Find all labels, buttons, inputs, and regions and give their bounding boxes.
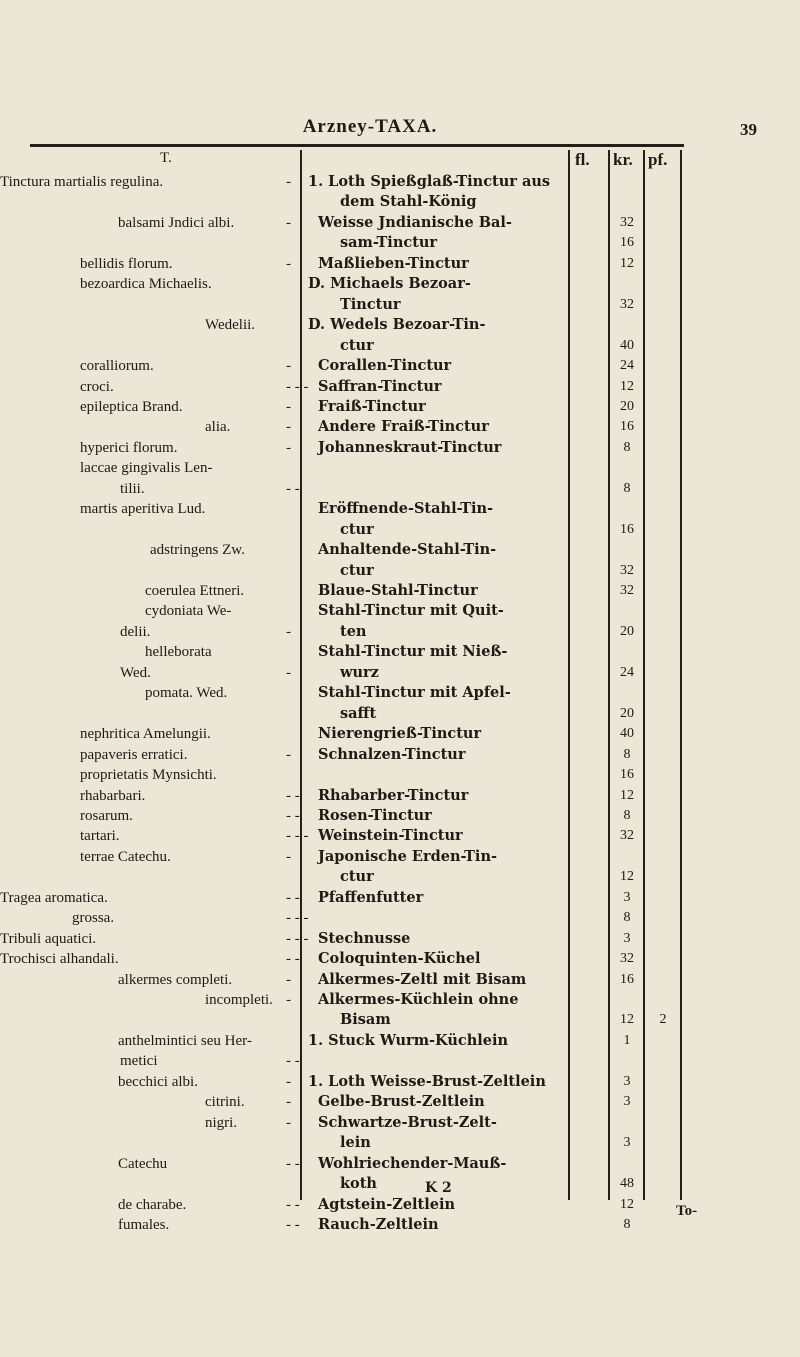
- table-row: [0, 336, 800, 356]
- german-name: Rhabarber-Tinctur: [318, 786, 469, 804]
- german-name: Japonische Erden-Tin-: [318, 847, 497, 865]
- dash-leader: - - -: [286, 930, 309, 947]
- german-name: Alkermes-Zeltl mit Bisam: [318, 970, 527, 988]
- kreuzer-value: 16: [620, 971, 634, 987]
- latin-name: epileptica Brand.: [80, 398, 183, 415]
- table-row: [0, 642, 800, 662]
- dash-leader: -: [286, 1094, 291, 1111]
- dash-leader: -: [286, 664, 291, 681]
- latin-name: nephritica Amelungii.: [80, 726, 211, 743]
- dash-leader: - -: [286, 1196, 300, 1213]
- german-name: ctur: [340, 868, 374, 886]
- latin-name: fumales.: [118, 1216, 170, 1233]
- latin-name: citrini.: [205, 1094, 245, 1111]
- german-name: Stechnusse: [318, 929, 411, 947]
- german-name: Maßlieben-Tinctur: [318, 254, 469, 272]
- german-name: Weinstein-Tinctur: [318, 827, 463, 845]
- latin-name: Tragea aromatica.: [0, 889, 108, 906]
- column-header-florin: fl.: [575, 150, 590, 169]
- german-name: Gelbe-Brust-Zeltlein: [318, 1093, 485, 1111]
- dash-leader: -: [286, 992, 291, 1008]
- german-name: 1. Stuck Wurm-Küchlein: [308, 1031, 509, 1049]
- german-name: ctur: [340, 520, 374, 538]
- kreuzer-value: 8: [623, 439, 631, 455]
- table-row: [0, 561, 800, 581]
- kreuzer-value: 16: [620, 419, 634, 435]
- german-name: Pfaffenfutter: [318, 888, 424, 906]
- table-row: [0, 1092, 800, 1112]
- german-name: lein: [340, 1134, 371, 1152]
- kreuzer-value: 48: [620, 1176, 634, 1192]
- table-row: [0, 786, 800, 806]
- table-row: [0, 704, 800, 724]
- latin-name: tartari.: [80, 828, 120, 845]
- latin-name: Tribuli aquatici.: [0, 930, 97, 947]
- table-row: [0, 1051, 800, 1071]
- table-row: [0, 601, 800, 621]
- german-name: Coloquinten-Küchel: [318, 950, 481, 968]
- table-row: [0, 377, 800, 397]
- latin-name: croci.: [80, 378, 114, 395]
- table-row: [0, 847, 800, 867]
- latin-name: pomata. Wed.: [145, 685, 228, 702]
- latin-name: laccae gingivalis Len-: [80, 460, 213, 477]
- german-name: Alkermes-Küchlein ohne: [318, 991, 519, 1008]
- table-row: [0, 1072, 800, 1092]
- dash-leader: - - -: [286, 378, 309, 395]
- german-name: safft: [340, 704, 377, 722]
- kreuzer-value: 3: [623, 889, 631, 905]
- latin-name: hyperici florum.: [80, 439, 178, 456]
- german-name: koth: [340, 1175, 377, 1193]
- table-row: [0, 949, 800, 969]
- table-row: [0, 213, 800, 233]
- catchword: To-: [676, 1203, 698, 1219]
- table-row: [0, 233, 800, 253]
- table-row: [0, 581, 800, 601]
- latin-name: anthelmintici seu Her-: [118, 1032, 252, 1049]
- latin-name: metici: [120, 1053, 158, 1070]
- latin-name: bellidis florum.: [80, 255, 173, 272]
- dash-leader: -: [286, 1114, 291, 1131]
- dash-leader: - -: [286, 951, 300, 968]
- dash-leader: -: [286, 398, 291, 415]
- latin-name: Wed.: [120, 664, 151, 681]
- kreuzer-value: 3: [623, 1135, 631, 1151]
- table-row: [0, 315, 800, 335]
- german-name: ctur: [340, 336, 374, 354]
- kreuzer-value: 12: [620, 378, 634, 394]
- german-name: Saffran-Tinctur: [318, 377, 442, 395]
- german-name: sam-Tinctur: [340, 234, 438, 252]
- dash-leader: - -: [286, 787, 300, 804]
- kreuzer-value: 32: [620, 214, 634, 230]
- table-row: [0, 745, 800, 765]
- latin-name: alkermes completi.: [118, 971, 233, 988]
- latin-name: coerulea Ettneri.: [145, 583, 245, 599]
- dash-leader: -: [286, 358, 291, 375]
- table-row: [0, 1133, 800, 1153]
- table-row: [0, 254, 800, 274]
- kreuzer-value: 32: [620, 296, 634, 312]
- german-name: Andere Fraiß-Tinctur: [318, 418, 489, 436]
- table-row: [0, 540, 800, 560]
- german-name: Blaue-Stahl-Tinctur: [318, 582, 478, 599]
- german-name: Wohlriechender-Mauß-: [318, 1154, 507, 1172]
- german-name: Agtstein-Zeltlein: [318, 1195, 456, 1213]
- table-row: [0, 172, 800, 192]
- german-name: D. Michaels Bezoar-: [308, 275, 471, 293]
- pfennig-value: 2: [659, 1012, 667, 1028]
- latin-name: grossa.: [72, 910, 115, 927]
- dash-leader: -: [286, 255, 291, 272]
- dash-leader: -: [286, 174, 291, 190]
- latin-name: Tinctura martialis regulina.: [0, 174, 164, 190]
- dash-leader: -: [286, 439, 291, 456]
- latin-name: alia.: [205, 419, 231, 436]
- latin-name: becchici albi.: [118, 1073, 198, 1090]
- kreuzer-value: 12: [620, 869, 634, 885]
- dash-leader: - - -: [286, 828, 309, 845]
- german-name: Schnalzen-Tinctur: [318, 745, 466, 763]
- german-name: Nierengrieß-Tinctur: [318, 725, 482, 743]
- dash-leader: - -: [286, 1053, 300, 1070]
- table-row: [0, 908, 800, 928]
- latin-name: balsami Jndici albi.: [118, 214, 235, 231]
- kreuzer-value: 40: [620, 726, 634, 742]
- latin-name: cydoniata We-: [145, 603, 232, 620]
- kreuzer-value: 16: [620, 521, 634, 537]
- dash-leader: - -: [286, 1216, 300, 1233]
- german-name: Weisse Jndianische Bal-: [318, 213, 512, 231]
- latin-name: adstringens Zw.: [150, 542, 245, 559]
- german-name: ten: [340, 622, 367, 640]
- table-row: [0, 765, 800, 785]
- dash-leader: -: [286, 1073, 291, 1090]
- page-number: 39: [740, 120, 757, 139]
- german-name: Rosen-Tinctur: [318, 806, 432, 824]
- kreuzer-value: 20: [620, 623, 634, 639]
- latin-name: Wedelii.: [205, 317, 256, 334]
- latin-name: terrae Catechu.: [80, 848, 171, 865]
- german-name: 1. Loth Spießglaß-Tinctur aus: [308, 173, 551, 190]
- table-row: [0, 1174, 800, 1194]
- kreuzer-value: 12: [620, 1196, 634, 1212]
- section-letter: T.: [160, 150, 172, 166]
- german-name: Rauch-Zeltlein: [318, 1215, 439, 1233]
- latin-name: rosarum.: [80, 807, 133, 824]
- table-row: [0, 663, 800, 683]
- kreuzer-value: 20: [620, 398, 634, 414]
- latin-name: tilii.: [120, 480, 145, 497]
- kreuzer-value: 24: [620, 358, 634, 374]
- table-row: [0, 622, 800, 642]
- kreuzer-value: 12: [620, 787, 634, 803]
- column-header-kreuzer: kr.: [613, 150, 633, 169]
- latin-name: papaveris erratici.: [80, 746, 188, 763]
- table-row: [0, 520, 800, 540]
- german-name: 1. Loth Weisse-Brust-Zeltlein: [308, 1072, 546, 1090]
- latin-name: nigri.: [205, 1114, 238, 1131]
- table-row: [0, 1010, 800, 1030]
- german-name: Tinctur: [340, 295, 401, 313]
- table-row: [0, 1154, 800, 1174]
- german-name: Stahl-Tinctur mit Quit-: [318, 602, 504, 620]
- dash-leader: -: [286, 623, 291, 640]
- table-row: [0, 458, 800, 478]
- table-row: [0, 356, 800, 376]
- table-row: [0, 970, 800, 990]
- kreuzer-value: 12: [620, 1012, 634, 1028]
- latin-name: delii.: [120, 623, 151, 640]
- latin-name: helleborata: [145, 644, 212, 661]
- table-row: [0, 438, 800, 458]
- kreuzer-value: 16: [620, 767, 634, 783]
- german-name: Fraiß-Tinctur: [318, 397, 426, 415]
- kreuzer-value: 16: [620, 235, 634, 251]
- table-row: [0, 683, 800, 703]
- dash-leader: -: [286, 214, 291, 231]
- kreuzer-value: 12: [620, 255, 634, 271]
- kreuzer-value: 24: [620, 664, 634, 680]
- table-row: [0, 826, 800, 846]
- dash-leader: - -: [286, 889, 300, 906]
- column-header-pfennig: pf.: [648, 150, 668, 169]
- dash-leader: - -: [286, 1155, 300, 1172]
- dash-leader: - -: [286, 807, 300, 824]
- kreuzer-value: 8: [623, 910, 631, 926]
- table-row: [0, 806, 800, 826]
- page-title: Arzney-TAXA.: [302, 116, 438, 137]
- kreuzer-value: 1: [623, 1032, 631, 1048]
- table-row: [0, 867, 800, 887]
- latin-name: proprietatis Mynsichti.: [80, 767, 217, 784]
- german-name: Anhaltende-Stahl-Tin-: [318, 541, 497, 559]
- german-name: Stahl-Tinctur mit Nieß-: [318, 643, 508, 661]
- kreuzer-value: 8: [623, 746, 631, 762]
- dash-leader: -: [286, 848, 291, 865]
- german-name: Bisam: [340, 1011, 391, 1029]
- table-row: [0, 295, 800, 315]
- header-rule: [30, 144, 684, 147]
- kreuzer-value: 3: [623, 1073, 631, 1089]
- kreuzer-value: 8: [623, 1216, 631, 1232]
- table-row: [0, 417, 800, 437]
- dash-leader: -: [286, 971, 291, 988]
- german-name: Schwartze-Brust-Zelt-: [318, 1113, 497, 1131]
- latin-name: rhabarbari.: [80, 787, 146, 804]
- kreuzer-value: 32: [620, 951, 634, 967]
- kreuzer-value: 32: [620, 828, 634, 844]
- latin-name: Catechu: [118, 1155, 168, 1172]
- table-row: [0, 192, 800, 212]
- kreuzer-value: 8: [623, 480, 631, 496]
- latin-name: de charabe.: [118, 1196, 187, 1213]
- kreuzer-value: 3: [623, 930, 631, 946]
- table-row: [0, 990, 800, 1010]
- german-name: Johanneskraut-Tinctur: [318, 438, 502, 456]
- kreuzer-value: 32: [620, 562, 634, 578]
- table-row: [0, 499, 800, 519]
- german-name: wurz: [340, 663, 379, 681]
- kreuzer-value: 20: [620, 705, 634, 721]
- table-row: [0, 397, 800, 417]
- table-row: [0, 1031, 800, 1051]
- latin-name: martis aperitiva Lud.: [80, 501, 206, 518]
- table-row: [0, 479, 800, 499]
- printer-signature: K 2: [425, 1180, 452, 1196]
- dash-leader: - - -: [286, 910, 309, 927]
- german-name: Eröffnende-Stahl-Tin-: [318, 500, 494, 518]
- german-name: ctur: [340, 561, 374, 579]
- dash-leader: -: [286, 419, 291, 436]
- kreuzer-value: 8: [623, 807, 631, 823]
- german-name: dem Stahl-König: [340, 193, 477, 211]
- german-name: Corallen-Tinctur: [318, 357, 452, 375]
- latin-name: Trochisci alhandali.: [0, 951, 119, 968]
- german-name: Stahl-Tinctur mit Apfel-: [318, 684, 511, 702]
- dash-leader: - -: [286, 480, 300, 497]
- kreuzer-value: 32: [620, 583, 634, 598]
- latin-name: bezoardica Michaelis.: [80, 276, 212, 293]
- kreuzer-value: 40: [620, 337, 634, 353]
- table-row: [0, 724, 800, 744]
- table-row: [0, 274, 800, 294]
- table-row: [0, 929, 800, 949]
- table-row: [0, 888, 800, 908]
- latin-name: incompleti.: [205, 992, 273, 1008]
- german-name: D. Wedels Bezoar-Tin-: [308, 316, 486, 334]
- latin-name: coralliorum.: [80, 358, 154, 375]
- kreuzer-value: 3: [623, 1094, 631, 1110]
- table-row: [0, 1113, 800, 1133]
- dash-leader: -: [286, 746, 291, 763]
